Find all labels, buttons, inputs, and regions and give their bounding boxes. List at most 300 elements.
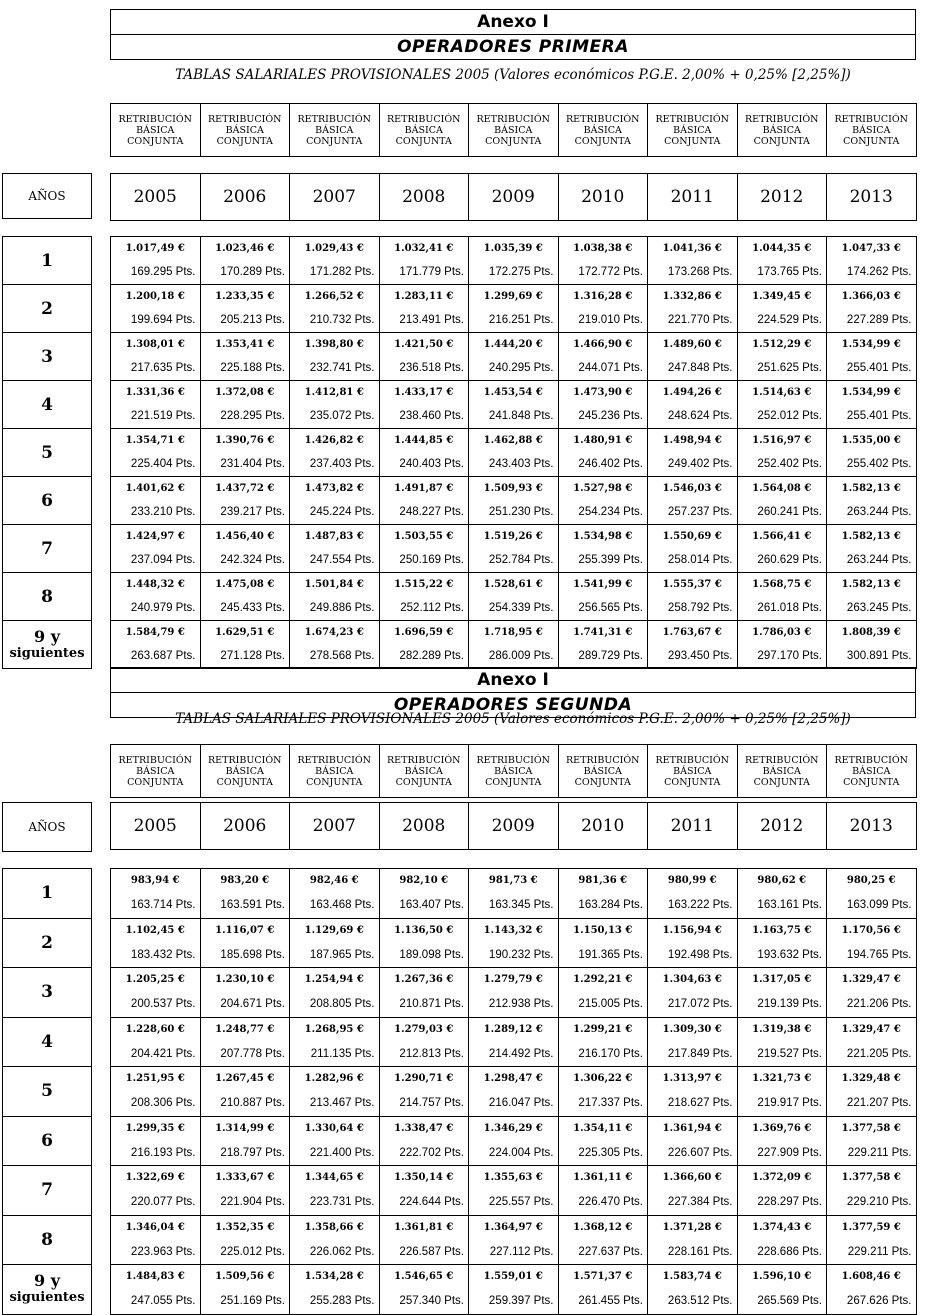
euro-value: 1.364,97 € [483, 1221, 543, 1233]
salary-cell [379, 1265, 469, 1315]
euro-value: 1.550,69 € [662, 531, 722, 542]
euro-value: 1.289,12 € [483, 1023, 543, 1035]
euro-value: 1.349,45 € [752, 291, 812, 302]
salary-cell [290, 477, 380, 525]
salary-cell [827, 1116, 917, 1166]
salary-cell [200, 1116, 290, 1166]
column-header: RETRIBUCIÓN BÁSICA CONJUNTA [558, 104, 648, 157]
euro-value: 1.515,22 € [394, 579, 454, 590]
column-header: RETRIBUCIÓN BÁSICA CONJUNTA [290, 745, 380, 798]
peseta-value: 247.848 Pts. [667, 361, 733, 374]
row-labels [2, 236, 92, 669]
column-header: RETRIBUCIÓN BÁSICA CONJUNTA [469, 745, 559, 798]
year-cell: 2010 [558, 174, 648, 221]
euro-value: 1.421,50 € [394, 339, 454, 350]
peseta-value: 217.337 Pts. [578, 1097, 643, 1110]
peseta-value: 263.244 Pts. [846, 553, 912, 566]
table-row [111, 429, 917, 477]
table-row [111, 573, 917, 621]
salary-cell [200, 1067, 290, 1117]
euro-value: 1.437,72 € [215, 483, 275, 494]
peseta-value: 286.009 Pts. [488, 649, 554, 662]
euro-value: 1.344,65 € [304, 1172, 364, 1183]
salary-cell [290, 429, 380, 477]
salary-cell [469, 525, 559, 573]
euro-value: 1.412,81 € [304, 387, 364, 398]
euro-value: 1.466,90 € [573, 339, 633, 350]
row-label: 2 [3, 285, 92, 333]
salary-cell [469, 869, 559, 919]
year-header-row [110, 802, 917, 850]
row-label: 6 [3, 477, 92, 525]
peseta-value: 227.909 Pts. [757, 1146, 822, 1159]
peseta-value: 211.135 Pts. [310, 1047, 375, 1060]
salary-cell [200, 381, 290, 429]
salary-cell [111, 525, 201, 573]
peseta-value: 255.402 Pts. [846, 457, 912, 470]
euro-value: 1.322,69 € [125, 1172, 185, 1183]
peseta-value: 173.268 Pts. [667, 265, 733, 278]
peseta-value: 193.632 Pts. [757, 948, 822, 961]
salary-cell [469, 968, 559, 1018]
peseta-value: 220.077 Pts. [130, 1196, 196, 1209]
euro-value: 980,99 € [667, 875, 717, 886]
peseta-value: 199.694 Pts. [130, 313, 196, 326]
salary-cell [200, 621, 290, 669]
peseta-value: 163.714 Pts. [130, 899, 196, 912]
euro-value: 1.718,95 € [483, 627, 543, 638]
peseta-value: 163.407 Pts. [399, 899, 464, 912]
salary-cell [379, 1116, 469, 1166]
peseta-value: 260.241 Pts. [757, 505, 822, 518]
salary-cell [648, 1215, 738, 1265]
table-row [111, 1116, 917, 1166]
peseta-value: 192.498 Pts. [667, 948, 733, 961]
annex-title: Anexo I [111, 10, 915, 35]
peseta-value: 219.139 Pts. [757, 998, 822, 1011]
salary-cell [737, 573, 827, 621]
salary-cell [469, 1017, 559, 1067]
salary-cell [111, 1166, 201, 1216]
euro-value: 1.448,32 € [125, 579, 185, 590]
euro-value: 1.369,76 € [752, 1122, 812, 1134]
salary-cell [648, 1067, 738, 1117]
year-cell: 2006 [200, 174, 290, 221]
salary-cell [111, 333, 201, 381]
peseta-value: 247.554 Pts. [309, 553, 375, 566]
peseta-value: 261.455 Pts. [578, 1295, 643, 1308]
peseta-value: 229.211 Pts. [847, 1245, 912, 1258]
peseta-value: 208.805 Pts. [309, 998, 375, 1011]
euro-value: 1.608,46 € [841, 1271, 901, 1282]
column-header: RETRIBUCIÓN BÁSICA CONJUNTA [200, 104, 290, 157]
peseta-value: 215.005 Pts. [578, 998, 643, 1011]
salary-cell [737, 237, 827, 285]
salary-cell [379, 869, 469, 919]
euro-value: 1.035,39 € [483, 243, 543, 254]
salary-cell [558, 1265, 648, 1315]
peseta-value: 226.062 Pts. [309, 1245, 375, 1258]
peseta-value: 213.467 Pts. [309, 1097, 375, 1110]
peseta-value: 261.018 Pts. [757, 601, 822, 614]
salary-cell [737, 1017, 827, 1067]
salary-cell [558, 525, 648, 573]
euro-value: 1.308,01 € [125, 339, 185, 350]
salary-cell [558, 477, 648, 525]
peseta-value: 271.128 Pts. [220, 649, 285, 662]
euro-value: 1.163,75 € [752, 924, 812, 936]
row-label: 5 [3, 429, 92, 477]
salary-cell [648, 237, 738, 285]
euro-value: 1.279,03 € [394, 1023, 454, 1035]
year-cell: 2006 [200, 803, 290, 850]
column-header: RETRIBUCIÓN BÁSICA CONJUNTA [648, 745, 738, 798]
salary-cell [737, 968, 827, 1018]
peseta-value: 210.732 Pts. [309, 313, 375, 326]
peseta-value: 248.227 Pts. [399, 505, 464, 518]
peseta-value: 224.529 Pts. [757, 313, 822, 326]
salary-cell [290, 1166, 380, 1216]
peseta-value: 227.637 Pts. [578, 1245, 643, 1258]
euro-value: 1.361,11 € [573, 1172, 633, 1183]
euro-value: 1.228,60 € [125, 1023, 185, 1035]
peseta-value: 213.491 Pts. [399, 313, 464, 326]
peseta-value: 216.047 Pts. [488, 1097, 554, 1110]
peseta-value: 228.297 Pts. [757, 1196, 822, 1209]
salary-cell [379, 285, 469, 333]
salary-cell [290, 1215, 380, 1265]
annex-subtitle: OPERADORES SEGUNDA [393, 695, 633, 715]
euro-value: 1.309,30 € [662, 1023, 722, 1035]
peseta-value: 216.193 Pts. [130, 1146, 196, 1159]
peseta-value: 222.702 Pts. [399, 1146, 464, 1159]
peseta-value: 239.217 Pts. [220, 505, 285, 518]
euro-value: 1.398,80 € [304, 339, 364, 350]
euro-value: 1.355,63 € [483, 1172, 543, 1183]
salary-cell [469, 237, 559, 285]
peseta-value: 183.432 Pts. [130, 948, 196, 961]
peseta-value: 297.170 Pts. [757, 649, 822, 662]
euro-value: 1.480,91 € [573, 435, 633, 446]
salary-cell [290, 285, 380, 333]
peseta-value: 214.492 Pts. [488, 1047, 554, 1060]
salary-cell [469, 333, 559, 381]
salary-cell [469, 429, 559, 477]
euro-value: 1.333,67 € [215, 1172, 275, 1183]
row-label: 1 [3, 869, 92, 919]
salary-cell [648, 285, 738, 333]
peseta-value: 219.917 Pts. [757, 1097, 822, 1110]
peseta-value: 259.397 Pts. [488, 1295, 554, 1308]
euro-value: 1.546,65 € [394, 1271, 454, 1282]
euro-value: 1.361,81 € [394, 1221, 454, 1233]
salary-cell [379, 1166, 469, 1216]
row-label: 7 [3, 1166, 92, 1216]
euro-value: 1.102,45 € [125, 924, 185, 936]
salary-cell [648, 918, 738, 968]
euro-value: 1.279,79 € [483, 974, 543, 985]
euro-value: 983,20 € [220, 875, 270, 886]
year-cell: 2008 [379, 803, 469, 850]
salary-cell [648, 477, 738, 525]
salary-cell [111, 1215, 201, 1265]
salary-cell [379, 525, 469, 573]
peseta-value: 241.848 Pts. [488, 409, 554, 422]
salary-cell [558, 1017, 648, 1067]
euro-value: 1.487,83 € [304, 531, 364, 542]
euro-value: 1.329,47 € [841, 974, 901, 985]
euro-value: 1.283,11 € [394, 291, 454, 302]
euro-value: 1.314,99 € [215, 1122, 275, 1134]
salary-cell [111, 1265, 201, 1315]
peseta-value: 260.629 Pts. [757, 553, 822, 566]
peseta-value: 250.169 Pts. [399, 553, 464, 566]
euro-value: 1.491,87 € [394, 483, 454, 494]
peseta-value: 174.262 Pts. [846, 265, 912, 278]
salary-cell [648, 1166, 738, 1216]
salary-cell [290, 621, 380, 669]
euro-value: 1.596,10 € [752, 1271, 812, 1282]
peseta-value: 219.527 Pts. [757, 1047, 822, 1060]
peseta-value: 171.779 Pts. [399, 265, 464, 278]
euro-value: 1.374,43 € [752, 1221, 812, 1233]
euro-value: 1.366,03 € [841, 291, 901, 302]
euro-value: 1.332,86 € [662, 291, 722, 302]
salary-cell [200, 918, 290, 968]
salary-cell [111, 869, 201, 919]
euro-value: 1.473,90 € [573, 387, 633, 398]
peseta-value: 226.470 Pts. [578, 1196, 643, 1209]
peseta-value: 254.234 Pts. [578, 505, 643, 518]
euro-value: 1.528,61 € [483, 579, 543, 590]
euro-value: 1.353,41 € [215, 339, 275, 350]
peseta-value: 249.402 Pts. [667, 457, 733, 470]
salary-cell [379, 1215, 469, 1265]
euro-value: 1.534,99 € [841, 387, 901, 398]
peseta-value: 224.004 Pts. [488, 1146, 554, 1159]
peseta-value: 223.963 Pts. [130, 1245, 196, 1258]
salary-cell [558, 621, 648, 669]
euro-value: 1.032,41 € [394, 243, 454, 254]
salary-cell [200, 968, 290, 1018]
euro-value: 1.498,94 € [662, 435, 722, 446]
peseta-value: 225.557 Pts. [488, 1196, 554, 1209]
peseta-value: 255.283 Pts. [309, 1295, 375, 1308]
salary-cell [737, 1265, 827, 1315]
peseta-value: 233.210 Pts. [130, 505, 196, 518]
salary-cell [111, 381, 201, 429]
euro-value: 1.251,95 € [125, 1073, 185, 1084]
salary-cell [379, 573, 469, 621]
salary-cell [737, 477, 827, 525]
peseta-value: 225.188 Pts. [220, 361, 285, 374]
euro-value: 1.527,98 € [573, 483, 633, 494]
peseta-value: 257.237 Pts. [667, 505, 733, 518]
salary-cell [827, 333, 917, 381]
euro-value: 1.509,93 € [483, 483, 543, 494]
euro-value: 1.366,60 € [662, 1172, 722, 1183]
peseta-value: 218.627 Pts. [667, 1097, 733, 1110]
salary-cell [469, 1116, 559, 1166]
salary-cell [469, 573, 559, 621]
euro-value: 1.559,01 € [483, 1271, 543, 1282]
euro-value: 1.475,08 € [215, 579, 275, 590]
salary-cell [737, 1067, 827, 1117]
peseta-value: 163.345 Pts. [488, 899, 554, 912]
peseta-value: 221.904 Pts. [220, 1196, 285, 1209]
salary-cell [737, 525, 827, 573]
peseta-value: 217.849 Pts. [667, 1047, 733, 1060]
salary-cell [737, 285, 827, 333]
euro-value: 1.566,41 € [752, 531, 812, 542]
peseta-value: 204.421 Pts. [130, 1047, 196, 1060]
row-label: 2 [3, 918, 92, 968]
salary-cell [379, 621, 469, 669]
column-header: RETRIBUCIÓN BÁSICA CONJUNTA [290, 104, 380, 157]
peseta-value: 207.778 Pts. [220, 1047, 285, 1060]
peseta-value: 300.891 Pts. [846, 649, 912, 662]
table-row [111, 968, 917, 1018]
euro-value: 1.535,00 € [841, 435, 901, 446]
euro-value: 1.205,25 € [125, 974, 185, 985]
peseta-value: 251.625 Pts. [757, 361, 822, 374]
years-label: AÑOS [2, 173, 92, 219]
peseta-value: 245.236 Pts. [578, 409, 643, 422]
peseta-value: 255.401 Pts. [846, 361, 912, 374]
euro-value: 1.546,03 € [662, 483, 722, 494]
peseta-value: 221.400 Pts. [309, 1146, 375, 1159]
euro-value: 1.044,35 € [752, 243, 812, 254]
peseta-value: 263.687 Pts. [130, 649, 196, 662]
salary-cell [648, 333, 738, 381]
peseta-value: 163.284 Pts. [578, 899, 643, 912]
peseta-value: 225.012 Pts. [220, 1245, 285, 1258]
year-cell: 2009 [469, 803, 559, 850]
euro-value: 1.494,26 € [662, 387, 722, 398]
peseta-value: 254.339 Pts. [488, 601, 554, 614]
salary-cell [469, 381, 559, 429]
salary-cell [200, 1017, 290, 1067]
year-cell: 2012 [737, 174, 827, 221]
row-label: 3 [3, 968, 92, 1018]
column-header: RETRIBUCIÓN BÁSICA CONJUNTA [379, 745, 469, 798]
peseta-value: 172.772 Pts. [578, 265, 643, 278]
euro-value: 1.304,63 € [662, 974, 722, 985]
peseta-value: 173.765 Pts. [757, 265, 822, 278]
salary-cell [290, 1067, 380, 1117]
peseta-value: 217.635 Pts. [130, 361, 196, 374]
table-row [111, 1017, 917, 1067]
salary-cell [111, 429, 201, 477]
year-cell: 2012 [737, 803, 827, 850]
peseta-value: 221.770 Pts. [667, 313, 733, 326]
euro-value: 1.299,21 € [573, 1023, 633, 1035]
table-row [111, 333, 917, 381]
peseta-value: 205.213 Pts. [220, 313, 285, 326]
table-row [111, 285, 917, 333]
peseta-value: 267.626 Pts. [846, 1295, 912, 1308]
salary-cell [379, 968, 469, 1018]
salary-cell [827, 237, 917, 285]
salary-cell [111, 1116, 201, 1166]
peseta-value: 190.232 Pts. [488, 948, 554, 961]
peseta-value: 278.568 Pts. [309, 649, 375, 662]
peseta-value: 163.591 Pts. [220, 899, 285, 912]
salary-cell [827, 621, 917, 669]
table-row [111, 1067, 917, 1117]
peseta-value: 240.295 Pts. [488, 361, 554, 374]
salary-cell [648, 525, 738, 573]
peseta-value: 251.230 Pts. [488, 505, 554, 518]
euro-value: 1.248,77 € [215, 1023, 275, 1035]
euro-value: 1.266,52 € [304, 291, 364, 302]
euro-value: 1.555,37 € [662, 579, 722, 590]
salary-cell [379, 237, 469, 285]
salary-cell [200, 573, 290, 621]
year-cell: 2007 [290, 174, 380, 221]
euro-value: 1.116,07 € [215, 924, 275, 936]
salary-cell [111, 1067, 201, 1117]
euro-value: 1.377,58 € [841, 1122, 901, 1134]
euro-value: 1.456,40 € [215, 531, 275, 542]
peseta-value: 216.170 Pts. [578, 1047, 643, 1060]
euro-value: 1.519,26 € [483, 531, 543, 542]
peseta-value: 255.399 Pts. [578, 553, 643, 566]
euro-value: 1.313,97 € [662, 1073, 722, 1084]
euro-value: 1.306,22 € [573, 1073, 633, 1084]
euro-value: 1.696,59 € [394, 627, 454, 638]
euro-value: 1.444,85 € [394, 435, 454, 446]
year-cell: 2005 [111, 174, 201, 221]
peseta-value: 219.010 Pts. [578, 313, 643, 326]
euro-value: 1.741,31 € [573, 627, 633, 638]
salary-cell [648, 869, 738, 919]
peseta-value: 200.537 Pts. [130, 998, 196, 1011]
euro-value: 1.330,64 € [304, 1122, 364, 1134]
peseta-value: 227.384 Pts. [667, 1196, 733, 1209]
euro-value: 1.150,13 € [573, 924, 633, 936]
euro-value: 1.453,54 € [483, 387, 543, 398]
peseta-value: 240.403 Pts. [399, 457, 464, 470]
peseta-value: 187.965 Pts. [309, 948, 375, 961]
peseta-value: 225.404 Pts. [130, 457, 196, 470]
euro-value: 1.473,82 € [304, 483, 364, 494]
salary-cell [469, 1265, 559, 1315]
peseta-value: 257.340 Pts. [399, 1295, 464, 1308]
year-cell: 2010 [558, 803, 648, 850]
euro-value: 1.354,11 € [573, 1122, 633, 1134]
salary-cell [737, 1116, 827, 1166]
peseta-value: 221.207 Pts. [846, 1097, 912, 1110]
euro-value: 1.317,05 € [752, 974, 812, 985]
peseta-value: 212.938 Pts. [488, 998, 554, 1011]
peseta-value: 170.289 Pts. [220, 265, 285, 278]
peseta-value: 163.222 Pts. [667, 899, 733, 912]
euro-value: 1.514,63 € [752, 387, 812, 398]
euro-value: 1.267,36 € [394, 974, 454, 985]
salary-cell [379, 429, 469, 477]
euro-value: 1.377,59 € [841, 1221, 901, 1233]
euro-value: 1.629,51 € [215, 627, 275, 638]
peseta-value: 237.403 Pts. [309, 457, 375, 470]
salary-cell [558, 381, 648, 429]
table-row [111, 381, 917, 429]
salary-cell [827, 1166, 917, 1216]
salary-cell [111, 621, 201, 669]
euro-value: 1.319,38 € [752, 1023, 812, 1035]
euro-value: 1.534,28 € [304, 1271, 364, 1282]
salary-cell [648, 968, 738, 1018]
